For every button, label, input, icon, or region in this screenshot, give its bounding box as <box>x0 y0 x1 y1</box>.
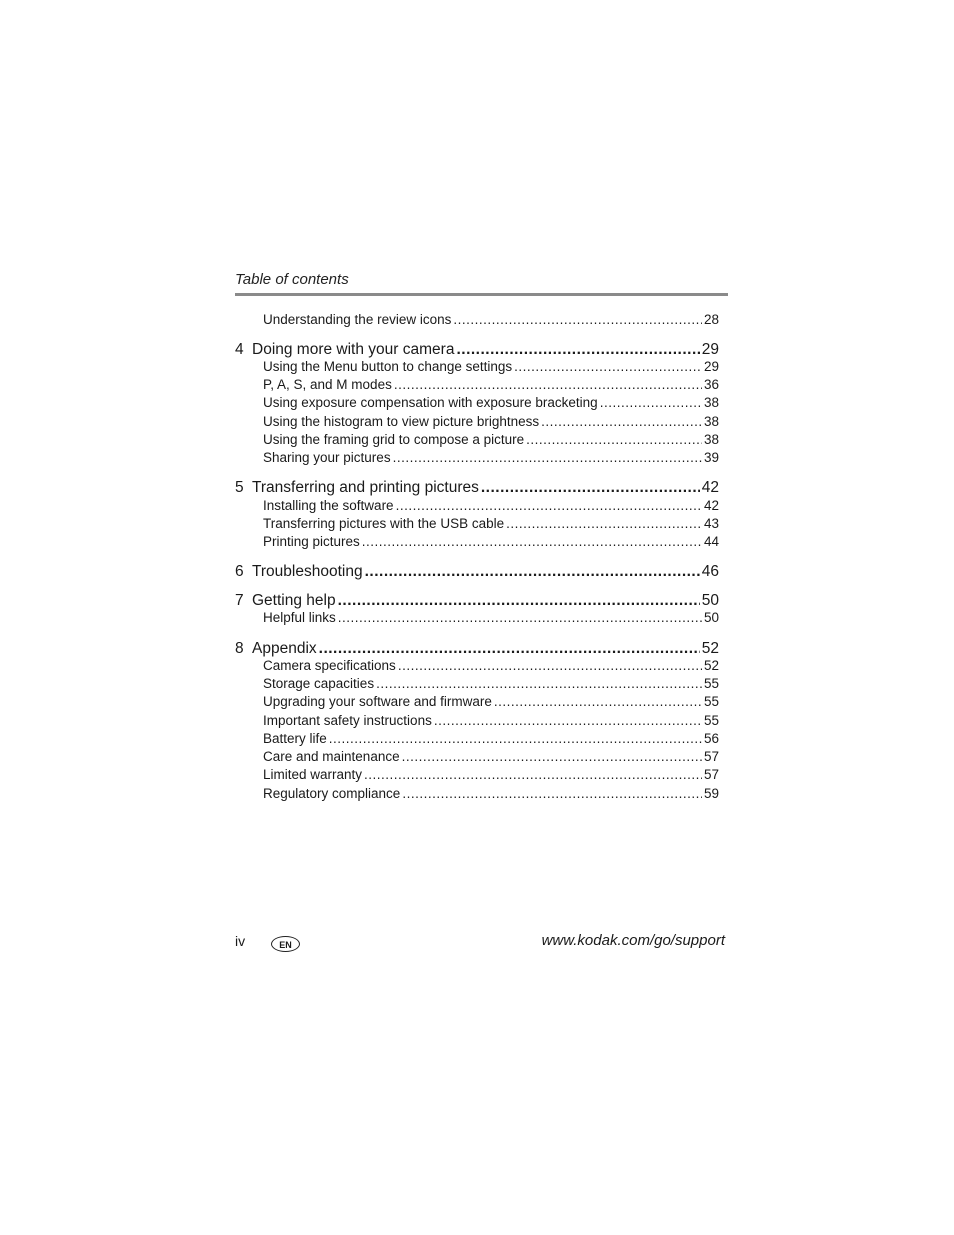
dot-leader <box>338 610 702 625</box>
toc-entry-title: Camera specifications <box>263 658 396 673</box>
dot-leader <box>481 479 700 497</box>
toc-section-entry[interactable] <box>235 713 719 728</box>
dot-leader <box>365 563 700 581</box>
dot-leader <box>453 312 702 327</box>
dot-leader <box>456 341 699 359</box>
toc-page-number: 36 <box>703 377 719 392</box>
toc-section-entry[interactable] <box>235 658 719 673</box>
language-badge: EN <box>271 936 300 952</box>
toc-entry-title: Installing the software <box>263 498 394 513</box>
toc-page-number: 38 <box>703 432 719 447</box>
toc-section-entry[interactable] <box>235 395 719 410</box>
toc-entry-title: Using the Menu button to change settings <box>263 359 513 374</box>
toc-section-entry[interactable] <box>235 414 719 429</box>
page-header-title: Table of contents <box>235 271 349 288</box>
toc-section-entry[interactable] <box>235 432 719 447</box>
toc-chapter-number: 7 <box>235 592 244 609</box>
toc-entry-title: Using the histogram to view picture brightness <box>263 414 540 429</box>
toc-section-entry[interactable] <box>235 534 719 549</box>
toc-page-number: 29 <box>701 341 719 358</box>
toc-page-number: 44 <box>703 534 719 549</box>
support-url-link[interactable]: www.kodak.com/go/support <box>541 932 725 949</box>
toc-entry-title: Helpful links <box>263 610 336 625</box>
toc-chapter-entry[interactable] <box>235 341 719 359</box>
dot-leader <box>362 534 702 549</box>
dot-leader <box>329 731 702 746</box>
toc-entry-title: Limited warranty <box>263 767 363 782</box>
toc-entry-title: Battery life <box>263 731 327 746</box>
dot-leader <box>514 359 702 374</box>
toc-section-entry[interactable] <box>235 516 719 531</box>
toc-page-number: 52 <box>701 640 719 657</box>
toc-page-number: 50 <box>701 592 719 609</box>
dot-leader <box>396 498 702 513</box>
toc-entry-title: Storage capacities <box>263 676 375 691</box>
toc-entry-title: Troubleshooting <box>252 563 363 580</box>
toc-page-number: 42 <box>703 498 719 513</box>
footer-page-number: iv <box>235 933 246 949</box>
toc-entry-title: Care and maintenance <box>263 749 400 764</box>
dot-leader <box>600 395 702 410</box>
toc-page-number: 46 <box>701 563 719 580</box>
dot-leader <box>394 377 702 392</box>
toc-section-entry[interactable] <box>235 450 719 465</box>
toc-chapter-entry[interactable] <box>235 479 719 497</box>
toc-page-number: 29 <box>703 359 719 374</box>
toc-entry-title: Transferring pictures with the USB cable <box>263 516 505 531</box>
toc-page-number: 38 <box>703 414 719 429</box>
dot-leader <box>494 694 702 709</box>
dot-leader <box>398 658 702 673</box>
toc-entry-title: Getting help <box>252 592 336 609</box>
toc-entry-title: Using the framing grid to compose a picture <box>263 432 525 447</box>
toc-page-number: 59 <box>703 786 719 801</box>
dot-leader <box>338 592 700 610</box>
toc-page-number: 43 <box>703 516 719 531</box>
toc-section-entry[interactable] <box>235 498 719 513</box>
toc-page-number: 39 <box>703 450 719 465</box>
toc-entry-title: P, A, S, and M modes <box>263 377 392 392</box>
dot-leader <box>434 713 702 728</box>
toc-section-entry[interactable] <box>235 359 719 374</box>
toc-chapter-number: 6 <box>235 563 244 580</box>
dot-leader <box>402 749 702 764</box>
toc-section-entry[interactable] <box>235 377 719 392</box>
toc-section-entry[interactable] <box>235 749 719 764</box>
toc-entry-title: Appendix <box>252 640 317 657</box>
toc-page-number: 55 <box>703 713 719 728</box>
toc-entry-title: Doing more with your camera <box>252 341 455 358</box>
toc-page-number: 28 <box>703 312 719 327</box>
dot-leader <box>319 640 700 658</box>
toc-chapter-number: 8 <box>235 640 244 657</box>
toc-chapter-number: 4 <box>235 341 244 358</box>
toc-chapter-entry[interactable] <box>235 592 719 610</box>
toc-page-number: 56 <box>703 731 719 746</box>
dot-leader <box>376 676 702 691</box>
dot-leader <box>402 786 702 801</box>
toc-entry-title: Important safety instructions <box>263 713 432 728</box>
toc-entry-title: Understanding the review icons <box>263 312 452 327</box>
toc-entry-title: Regulatory compliance <box>263 786 401 801</box>
toc-page-number: 52 <box>703 658 719 673</box>
toc-section-entry[interactable] <box>235 731 719 746</box>
toc-entry-title: Transferring and printing pictures <box>252 479 479 496</box>
toc-section-entry[interactable] <box>235 786 719 801</box>
toc-section-entry[interactable] <box>235 694 719 709</box>
toc-section-entry[interactable] <box>235 610 719 625</box>
dot-leader <box>506 516 702 531</box>
header-rule <box>235 293 728 296</box>
toc-page-number: 42 <box>701 479 719 496</box>
toc-page-number: 57 <box>703 749 719 764</box>
toc-entry-title: Printing pictures <box>263 534 360 549</box>
toc-section-entry[interactable] <box>235 312 719 327</box>
toc-page-number: 50 <box>703 610 719 625</box>
toc-page-number: 57 <box>703 767 719 782</box>
toc-page-number: 55 <box>703 694 719 709</box>
dot-leader <box>393 450 702 465</box>
toc-chapter-entry[interactable] <box>235 563 719 581</box>
toc-page-number: 38 <box>703 395 719 410</box>
toc-entry-title: Upgrading your software and firmware <box>263 694 492 709</box>
dot-leader <box>364 767 702 782</box>
toc-chapter-number: 5 <box>235 479 244 496</box>
toc-section-entry[interactable] <box>235 767 719 782</box>
toc-entry-title: Using exposure compensation with exposure bracketing <box>263 395 598 410</box>
toc-page-number: 55 <box>703 676 719 691</box>
dot-leader <box>526 432 702 447</box>
toc-chapter-entry[interactable] <box>235 640 719 658</box>
dot-leader <box>541 414 702 429</box>
toc-entry-title: Sharing your pictures <box>263 450 391 465</box>
toc-section-entry[interactable] <box>235 676 719 691</box>
